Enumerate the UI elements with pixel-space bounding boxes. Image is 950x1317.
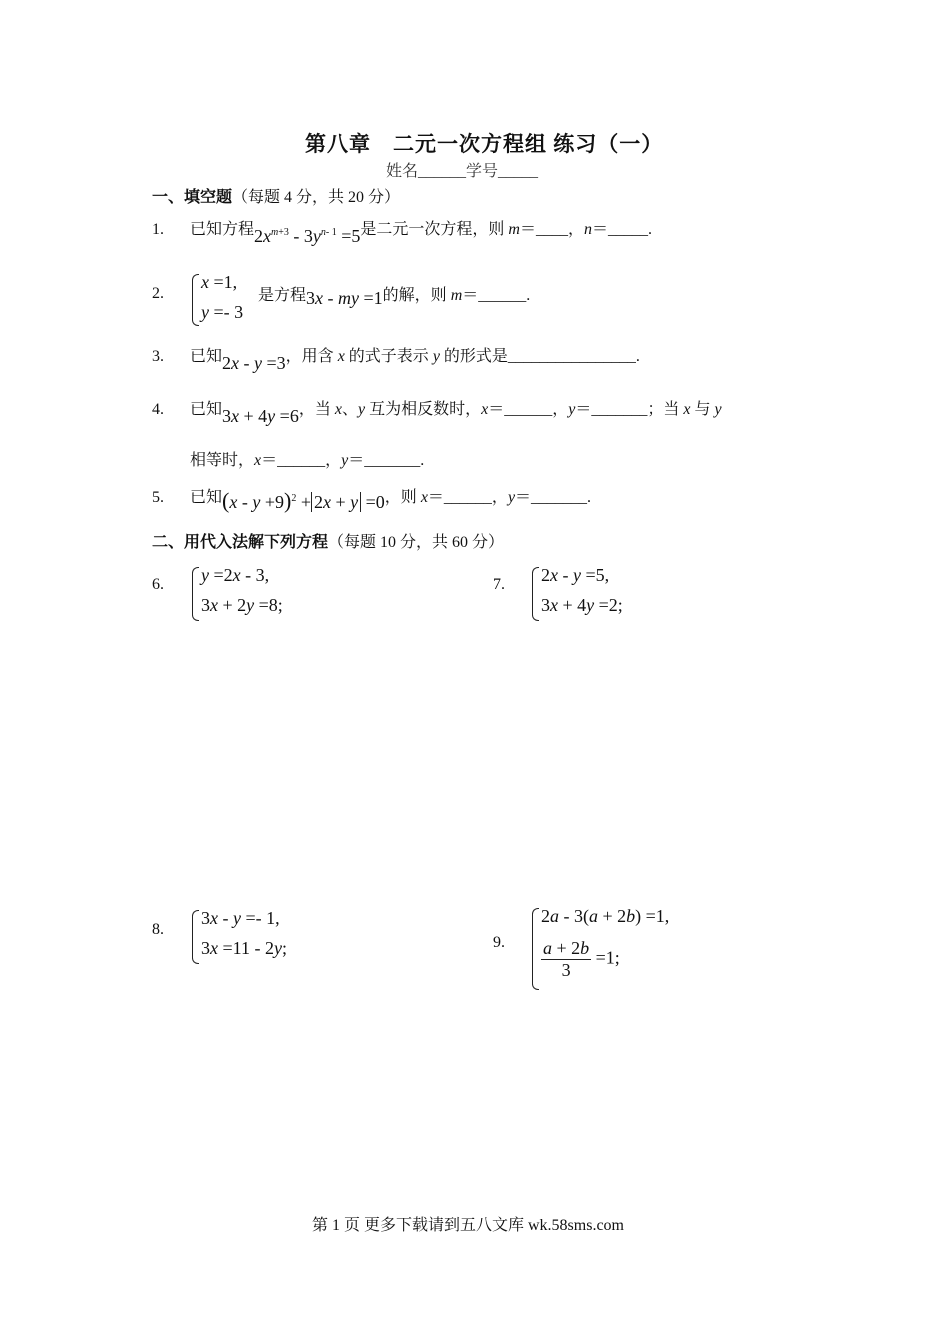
q8-line-1: 3x - y =- 1,: [201, 908, 280, 928]
var-x: x: [254, 452, 262, 469]
q3-prefix: 已知: [190, 348, 223, 365]
var-n: n: [583, 221, 592, 238]
q4-text: 与: [690, 401, 715, 418]
q5-text: ，则: [384, 489, 421, 506]
q1-equation: $2x^{m+3} - 3y^{n- 1} =5$: [254, 226, 361, 246]
q6-line-2: 3x + 2y =8;: [201, 595, 283, 615]
q3-text-b: 的式子表示: [344, 348, 433, 365]
q1-suffix: 是二元一次方程，则: [360, 221, 509, 238]
q5-prefix: 已知: [190, 489, 223, 506]
brace: [192, 910, 199, 964]
var-y: y: [341, 452, 349, 469]
question-number: 3.: [152, 348, 164, 365]
var-y: y: [714, 401, 722, 418]
q2-suffix: 的解，则: [382, 287, 451, 304]
page-title: 第八章 二元一次方程组 练习（一）: [305, 132, 664, 156]
q1-blank-n: ＝_____.: [591, 221, 652, 238]
q4-text: ，当: [298, 401, 335, 418]
q7-system: [532, 565, 672, 623]
q2-blank: ＝______.: [462, 287, 531, 304]
brace: [532, 908, 539, 990]
question-7-number: 7.: [493, 576, 505, 593]
q4-blank-x: ＝______，: [261, 452, 342, 469]
section-1-note: （每题 4 分，共 20 分）: [232, 189, 401, 206]
q5-blank-x: ＝______，: [427, 489, 508, 506]
var-x: x: [420, 489, 428, 506]
question-4-line-2: [190, 451, 424, 471]
q2-mid: 是方程: [258, 287, 307, 304]
q4-text: 互为相反数时，: [365, 401, 482, 418]
q3-equation: 2x - y =3: [222, 353, 286, 373]
q4-blank-y: ＝_______.: [348, 452, 425, 469]
var-x: x: [481, 401, 489, 418]
var-x: x: [683, 401, 691, 418]
section-2-note: （每题 10 分，共 60 分）: [328, 534, 505, 551]
question-4: [152, 398, 722, 426]
question-6-number: 6.: [152, 576, 164, 593]
name-id-line: 姓名______学号_____: [386, 163, 539, 180]
question-5: [152, 483, 592, 513]
brace: [532, 567, 539, 621]
page-footer: 第 1 页 更多下载请到五八文库 wk.58sms.com: [312, 1217, 625, 1234]
q3-text-a: ，用含: [285, 348, 338, 365]
q5-equation: $(x - y +9)^2 + 2x + y =0$: [222, 488, 385, 513]
q4-equation: 3x + 4y =6: [222, 406, 299, 426]
q4-blank-y: ＝_______；当: [575, 401, 684, 418]
q4-text: 、: [341, 401, 358, 418]
q2-line-2: y =- 3: [201, 302, 244, 322]
q4-blank-x: ＝______，: [488, 401, 569, 418]
question-8-number: 8.: [152, 921, 164, 938]
q1-blank-m: ＝____，: [519, 221, 584, 238]
q1-prefix: 已知方程: [190, 221, 255, 238]
section-2-label: 二、用代入法解下列方程: [152, 534, 329, 551]
question-2-text: [258, 284, 530, 306]
q2-equation: 3x - my =1: [306, 288, 383, 308]
var-y: y: [357, 401, 366, 418]
var-x: x: [337, 348, 345, 365]
q2-line-1: x =1,: [201, 272, 238, 292]
fraction: $\frac{a + 2b}{3}$: [543, 938, 590, 980]
q5-blank-y: ＝_______.: [515, 489, 592, 506]
section-1-label: 一、填空题: [152, 189, 233, 206]
q9-line-2: $\frac{a + 2b}{3}$ =1;: [543, 938, 620, 980]
question-number: 1.: [152, 221, 164, 238]
q9-line-1: 2a - 3(a + 2b) =1,: [541, 906, 670, 926]
q4-text: 相等时，: [190, 452, 255, 469]
q6-line-1: y =2x - 3,: [201, 565, 270, 585]
var-y: y: [568, 401, 576, 418]
var-y: y: [507, 489, 516, 506]
var-y: y: [432, 348, 440, 365]
brace: [192, 274, 199, 326]
question-1: [152, 215, 652, 246]
var-m: m: [450, 287, 463, 304]
var-m: m: [508, 221, 520, 238]
q8-line-2: 3x =11 - 2y;: [201, 938, 287, 958]
q7-line-1: 2x - y =5,: [541, 565, 610, 585]
section-1-heading: [152, 184, 400, 207]
q9-system: [532, 906, 712, 992]
var-x: x: [334, 401, 342, 418]
q4-prefix: 已知: [190, 401, 223, 418]
question-number: 5.: [152, 489, 164, 506]
question-number: 4.: [152, 401, 164, 418]
q2-system: [192, 272, 252, 328]
brace: [192, 567, 199, 621]
q6-system: [192, 565, 332, 623]
q3-text-c: 的形式是________________.: [439, 348, 640, 365]
question-3: [152, 345, 640, 373]
q7-line-2: 3x + 4y =2;: [541, 595, 623, 615]
q8-system: [192, 908, 342, 966]
section-2-heading: [152, 529, 504, 552]
question-2-number: 2.: [152, 285, 164, 302]
question-9-number: 9.: [493, 934, 505, 951]
